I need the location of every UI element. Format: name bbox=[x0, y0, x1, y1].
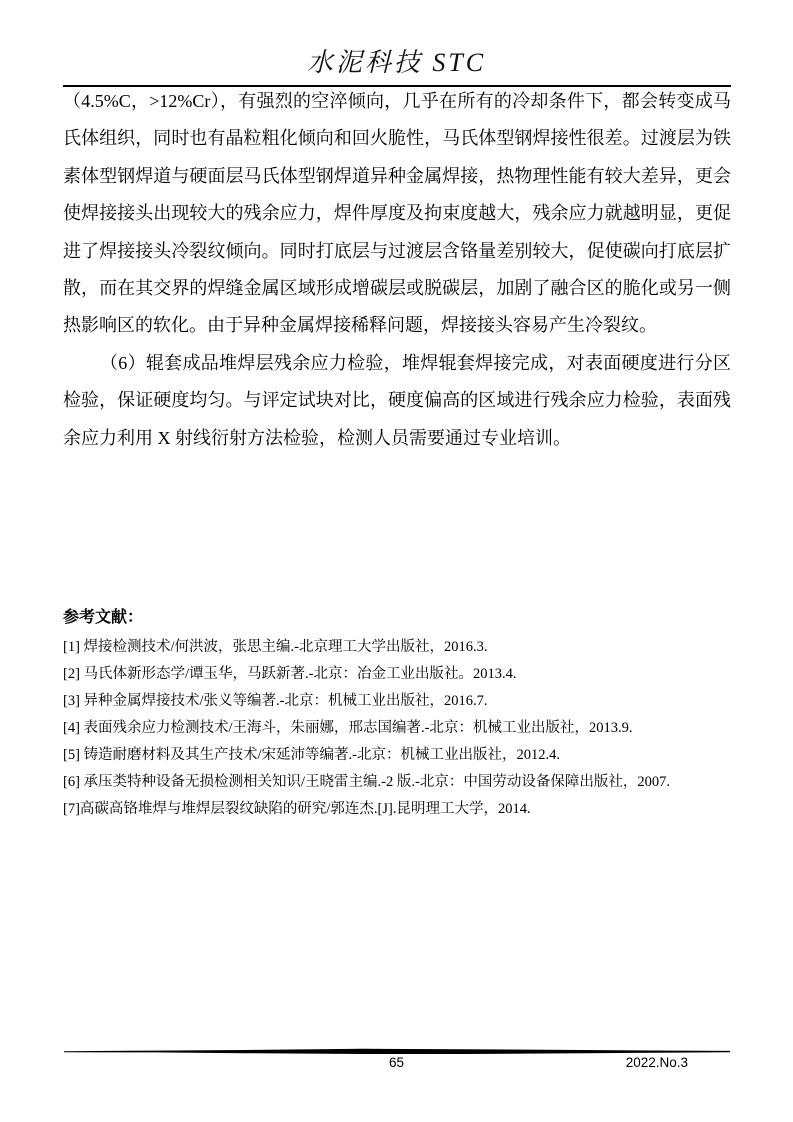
reference-item-3: [3] 异种金属焊接技术/张义等编著.-北京：机械工业出版社，2016.7. bbox=[63, 693, 488, 709]
references-heading: 参考文献： bbox=[63, 609, 144, 626]
journal-title: 水泥科技 STC bbox=[306, 48, 487, 77]
reference-item-2: [2] 马氏体新形态学/谭玉华，马跃新著.-北京：冶金工业出版社。2013.4. bbox=[63, 666, 517, 682]
references-section bbox=[63, 604, 763, 823]
reference-item-6: [6] 承压类特种设备无损检测相关知识/王晓雷主编.-2 版.-北京：中国劳动设备保障出版社，2007. bbox=[63, 774, 670, 790]
reference-item-7: [7]高碳高铬堆焊与堆焊层裂纹缺陷的研究/郭连杰.[J].昆明理工大学，2014. bbox=[63, 801, 531, 817]
issue-label: 2022.No.3 bbox=[625, 1055, 688, 1070]
page-number: 65 bbox=[388, 1055, 405, 1070]
body-paragraph-1: （4.5%C，>12%Cr），有强烈的空淬倾向，几乎在所有的冷却条件下，都会转变成马氏体组织，同时也有晶粒粗化倾向和回火脆性，马氏体型钢焊接性很差。过渡层为铁素体型钢焊道与硬面层马氏体型钢焊道异种金属焊接，热物理性能有较大差异，更会使焊接接头出现较大的残余应力，焊件厚度及拘束度越大，残余应力就越明显，更促进了焊接接头冷裂纹倾向。同时打底层与过渡层含铬量差别较大，促使碳向打底层扩散，而在其交界的焊缝金属区域形成增碳层或脱碳层，加剧了融合区的脆化或另一侧热影响区的软化。由于异种金属焊接稀释问题，焊接接头容易产生冷裂纹。 bbox=[63, 91, 731, 336]
article-body bbox=[63, 83, 731, 457]
body-paragraph-2: （6）辊套成品堆焊层残余应力检验，堆焊辊套焊接完成，对表面硬度进行分区检验，保证硬度均匀。与评定试块对比，硬度偏高的区域进行残余应力检验，表面残余应力利用 X 射线衍射方法检验，检测人员需要通过专业培训。 bbox=[63, 352, 731, 448]
reference-item-5: [5] 铸造耐磨材料及其生产技术/宋延沛等编著.-北京：机械工业出版社，2012.4. bbox=[63, 747, 561, 763]
reference-item-1: [1] 焊接检测技术/何洪波，张思主编.-北京理工大学出版社，2016.3. bbox=[63, 639, 488, 655]
reference-item-4: [4] 表面残余应力检测技术/王海斗，朱丽娜，邢志国编著.-北京：机械工业出版社，2013.9. bbox=[63, 720, 633, 736]
